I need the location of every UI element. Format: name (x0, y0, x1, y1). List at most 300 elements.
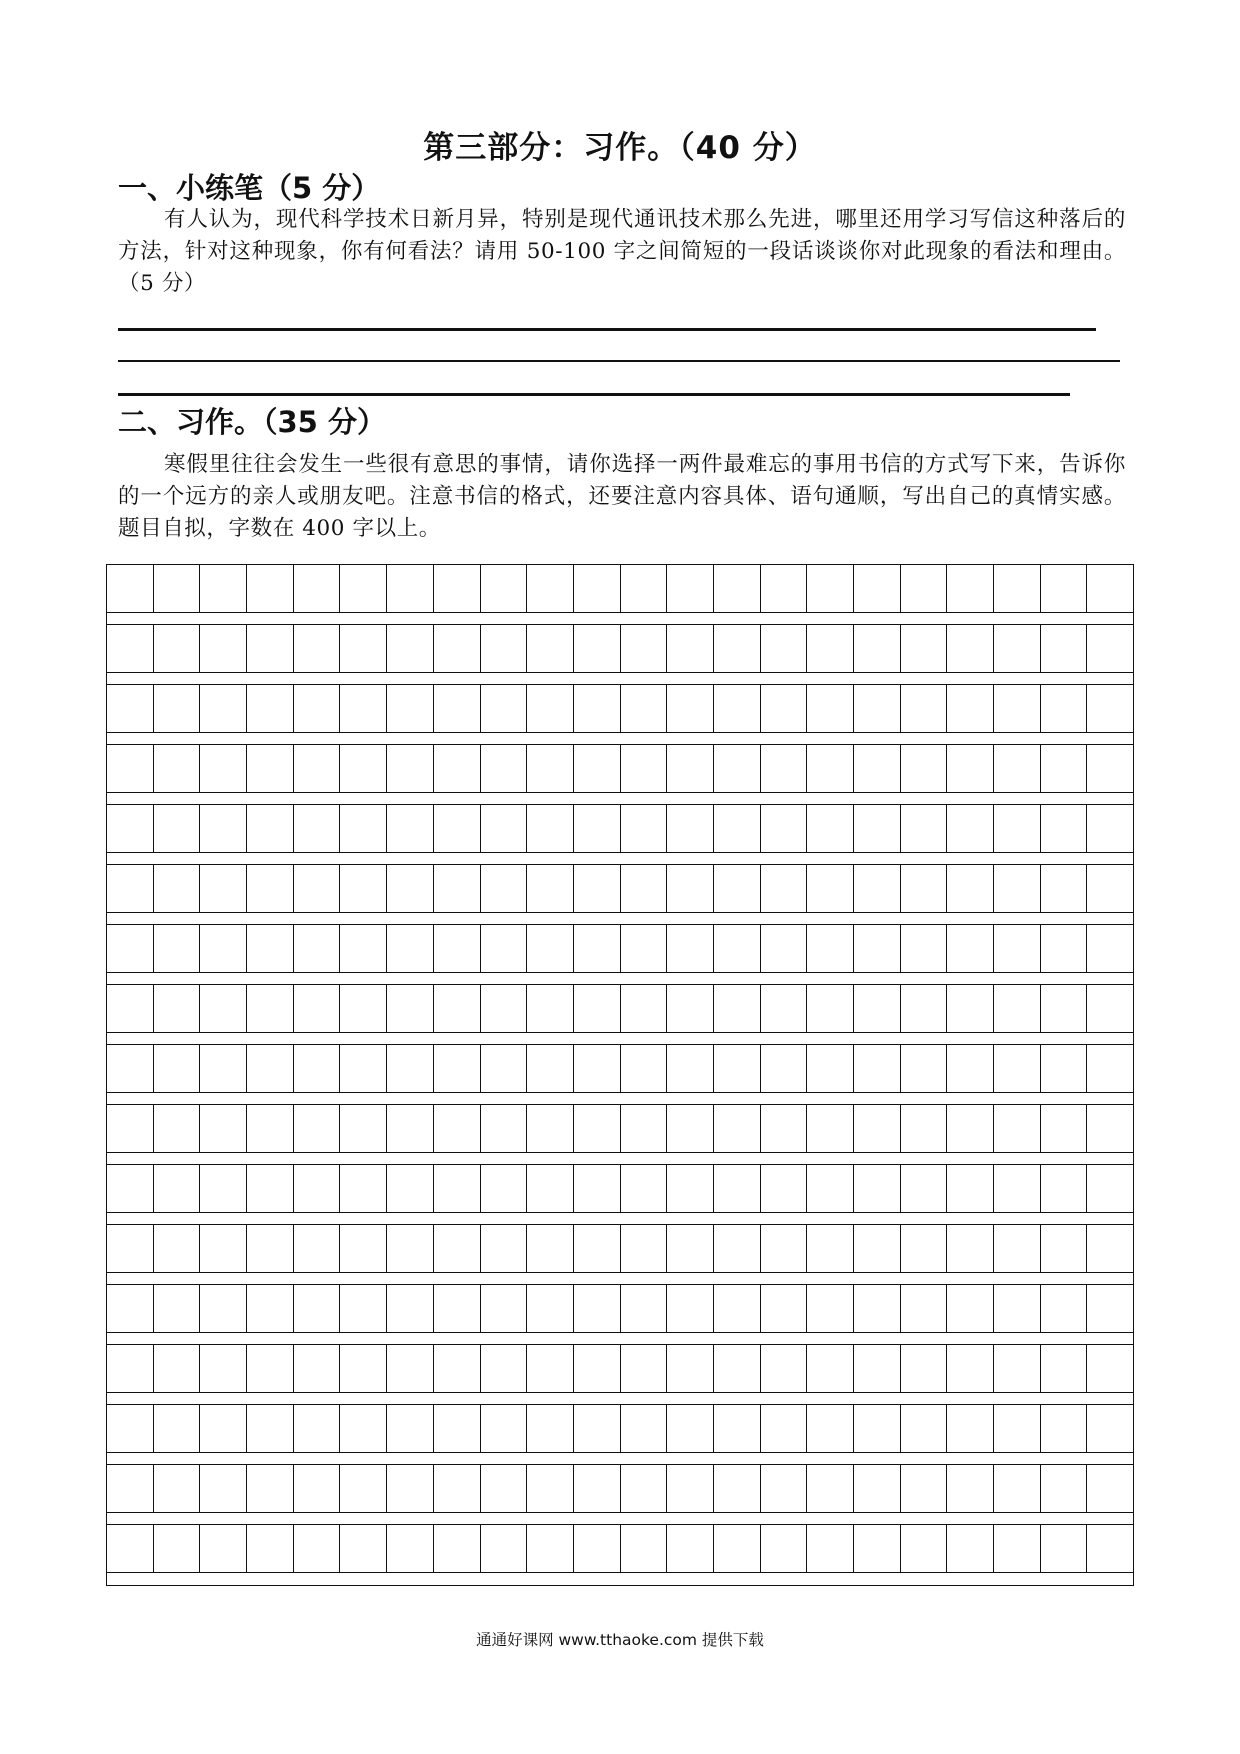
grid-cell[interactable] (947, 1165, 994, 1212)
grid-cell[interactable] (621, 1225, 668, 1272)
grid-cell[interactable] (621, 985, 668, 1032)
grid-cell[interactable] (667, 1345, 714, 1392)
grid-cell[interactable] (294, 1345, 341, 1392)
grid-cell[interactable] (154, 625, 201, 672)
grid-cell[interactable] (434, 1225, 481, 1272)
grid-cell[interactable] (854, 1225, 901, 1272)
grid-cell[interactable] (667, 1465, 714, 1512)
grid-cell[interactable] (854, 685, 901, 732)
grid-cell[interactable] (994, 985, 1041, 1032)
grid-cell[interactable] (761, 985, 808, 1032)
grid-cell[interactable] (994, 1105, 1041, 1152)
grid-cell[interactable] (1041, 745, 1088, 792)
grid-cell[interactable] (340, 1285, 387, 1332)
grid-cell[interactable] (854, 985, 901, 1032)
grid-cell[interactable] (154, 685, 201, 732)
grid-cell[interactable] (761, 865, 808, 912)
grid-cell[interactable] (994, 745, 1041, 792)
grid-cell[interactable] (901, 565, 948, 612)
grid-cell[interactable] (107, 865, 154, 912)
grid-cell[interactable] (340, 565, 387, 612)
grid-cell[interactable] (434, 1405, 481, 1452)
grid-cell[interactable] (294, 1225, 341, 1272)
grid-cell[interactable] (901, 925, 948, 972)
grid-cell[interactable] (574, 685, 621, 732)
grid-cell[interactable] (901, 865, 948, 912)
grid-cell[interactable] (200, 985, 247, 1032)
grid-cell[interactable] (947, 865, 994, 912)
grid-cell[interactable] (247, 805, 294, 852)
grid-cell[interactable] (1087, 1345, 1133, 1392)
grid-cell[interactable] (947, 1285, 994, 1332)
grid-cell[interactable] (247, 745, 294, 792)
grid-cell[interactable] (434, 925, 481, 972)
grid-cell[interactable] (247, 685, 294, 732)
grid-cell[interactable] (901, 1525, 948, 1572)
grid-cell[interactable] (387, 805, 434, 852)
grid-cell[interactable] (901, 985, 948, 1032)
grid-cell[interactable] (947, 565, 994, 612)
grid-cell[interactable] (294, 625, 341, 672)
grid-cell[interactable] (854, 865, 901, 912)
grid-cell[interactable] (527, 925, 574, 972)
grid-cell[interactable] (714, 565, 761, 612)
grid-cell[interactable] (854, 565, 901, 612)
grid-cell[interactable] (621, 1045, 668, 1092)
grid-cell[interactable] (387, 1345, 434, 1392)
grid-cell[interactable] (621, 1525, 668, 1572)
grid-cell[interactable] (667, 1165, 714, 1212)
grid-cell[interactable] (154, 565, 201, 612)
grid-cell[interactable] (107, 745, 154, 792)
grid-cell[interactable] (761, 1105, 808, 1152)
grid-cell[interactable] (667, 1045, 714, 1092)
grid-cell[interactable] (527, 985, 574, 1032)
grid-cell[interactable] (481, 1525, 528, 1572)
grid-cell[interactable] (247, 1165, 294, 1212)
grid-cell[interactable] (574, 925, 621, 972)
grid-cell[interactable] (947, 985, 994, 1032)
grid-cell[interactable] (107, 1525, 154, 1572)
grid-cell[interactable] (1041, 625, 1088, 672)
grid-cell[interactable] (1087, 1045, 1133, 1092)
grid-cell[interactable] (387, 1405, 434, 1452)
grid-cell[interactable] (481, 625, 528, 672)
grid-cell[interactable] (714, 1105, 761, 1152)
grid-cell[interactable] (154, 1225, 201, 1272)
grid-cell[interactable] (200, 1345, 247, 1392)
grid-cell[interactable] (901, 1285, 948, 1332)
grid-cell[interactable] (901, 1105, 948, 1152)
grid-cell[interactable] (340, 1525, 387, 1572)
grid-cell[interactable] (621, 865, 668, 912)
grid-cell[interactable] (621, 1285, 668, 1332)
grid-cell[interactable] (714, 925, 761, 972)
grid-cell[interactable] (247, 1525, 294, 1572)
grid-cell[interactable] (294, 1105, 341, 1152)
grid-cell[interactable] (527, 1525, 574, 1572)
grid-cell[interactable] (621, 1165, 668, 1212)
grid-cell[interactable] (1087, 625, 1133, 672)
grid-cell[interactable] (621, 1345, 668, 1392)
grid-cell[interactable] (107, 1105, 154, 1152)
grid-cell[interactable] (200, 805, 247, 852)
grid-cell[interactable] (200, 1105, 247, 1152)
grid-cell[interactable] (714, 745, 761, 792)
grid-cell[interactable] (807, 565, 854, 612)
grid-cell[interactable] (340, 745, 387, 792)
grid-cell[interactable] (1087, 745, 1133, 792)
grid-cell[interactable] (714, 1345, 761, 1392)
grid-cell[interactable] (1041, 685, 1088, 732)
grid-cell[interactable] (527, 745, 574, 792)
grid-cell[interactable] (387, 1165, 434, 1212)
grid-cell[interactable] (667, 565, 714, 612)
grid-cell[interactable] (574, 1525, 621, 1572)
grid-cell[interactable] (527, 1345, 574, 1392)
grid-cell[interactable] (527, 805, 574, 852)
grid-cell[interactable] (667, 1225, 714, 1272)
grid-cell[interactable] (901, 625, 948, 672)
grid-cell[interactable] (247, 985, 294, 1032)
grid-cell[interactable] (434, 1045, 481, 1092)
grid-cell[interactable] (947, 1225, 994, 1272)
grid-cell[interactable] (714, 1285, 761, 1332)
grid-cell[interactable] (714, 1045, 761, 1092)
grid-cell[interactable] (107, 1165, 154, 1212)
grid-cell[interactable] (294, 1465, 341, 1512)
grid-cell[interactable] (807, 1525, 854, 1572)
grid-cell[interactable] (947, 1045, 994, 1092)
grid-cell[interactable] (994, 865, 1041, 912)
grid-cell[interactable] (667, 745, 714, 792)
grid-cell[interactable] (1087, 865, 1133, 912)
grid-cell[interactable] (294, 565, 341, 612)
grid-cell[interactable] (481, 1045, 528, 1092)
grid-cell[interactable] (947, 805, 994, 852)
grid-cell[interactable] (621, 685, 668, 732)
grid-cell[interactable] (901, 805, 948, 852)
grid-cell[interactable] (1041, 1465, 1088, 1512)
grid-cell[interactable] (481, 1405, 528, 1452)
grid-cell[interactable] (807, 1465, 854, 1512)
grid-cell[interactable] (761, 1405, 808, 1452)
grid-cell[interactable] (574, 1225, 621, 1272)
grid-cell[interactable] (901, 1465, 948, 1512)
grid-cell[interactable] (574, 985, 621, 1032)
grid-cell[interactable] (434, 625, 481, 672)
grid-cell[interactable] (434, 745, 481, 792)
grid-cell[interactable] (434, 865, 481, 912)
grid-cell[interactable] (107, 1225, 154, 1272)
grid-cell[interactable] (154, 1045, 201, 1092)
grid-cell[interactable] (387, 1465, 434, 1512)
grid-cell[interactable] (200, 565, 247, 612)
grid-cell[interactable] (527, 685, 574, 732)
grid-cell[interactable] (854, 1405, 901, 1452)
grid-cell[interactable] (807, 745, 854, 792)
grid-cell[interactable] (387, 1045, 434, 1092)
grid-cell[interactable] (761, 1525, 808, 1572)
grid-cell[interactable] (294, 805, 341, 852)
grid-cell[interactable] (621, 925, 668, 972)
grid-cell[interactable] (667, 985, 714, 1032)
grid-cell[interactable] (854, 1105, 901, 1152)
grid-cell[interactable] (667, 925, 714, 972)
grid-cell[interactable] (574, 1045, 621, 1092)
grid-cell[interactable] (200, 625, 247, 672)
grid-cell[interactable] (854, 625, 901, 672)
grid-cell[interactable] (994, 1405, 1041, 1452)
grid-cell[interactable] (434, 805, 481, 852)
grid-cell[interactable] (154, 985, 201, 1032)
grid-cell[interactable] (294, 685, 341, 732)
grid-cell[interactable] (994, 625, 1041, 672)
grid-cell[interactable] (621, 805, 668, 852)
grid-cell[interactable] (667, 1525, 714, 1572)
grid-cell[interactable] (714, 625, 761, 672)
grid-cell[interactable] (481, 985, 528, 1032)
grid-cell[interactable] (947, 1525, 994, 1572)
grid-cell[interactable] (994, 565, 1041, 612)
grid-cell[interactable] (1087, 1465, 1133, 1512)
grid-cell[interactable] (761, 625, 808, 672)
grid-cell[interactable] (761, 1225, 808, 1272)
grid-cell[interactable] (340, 1345, 387, 1392)
grid-cell[interactable] (807, 1285, 854, 1332)
grid-cell[interactable] (107, 925, 154, 972)
grid-cell[interactable] (901, 1165, 948, 1212)
grid-cell[interactable] (1041, 865, 1088, 912)
grid-cell[interactable] (200, 1465, 247, 1512)
grid-cell[interactable] (387, 625, 434, 672)
grid-cell[interactable] (1087, 1225, 1133, 1272)
grid-cell[interactable] (387, 685, 434, 732)
grid-cell[interactable] (1041, 985, 1088, 1032)
grid-cell[interactable] (340, 1405, 387, 1452)
grid-cell[interactable] (200, 685, 247, 732)
grid-cell[interactable] (854, 805, 901, 852)
grid-cell[interactable] (621, 1465, 668, 1512)
grid-cell[interactable] (667, 865, 714, 912)
grid-cell[interactable] (107, 565, 154, 612)
grid-cell[interactable] (154, 1165, 201, 1212)
grid-cell[interactable] (1087, 925, 1133, 972)
grid-cell[interactable] (807, 805, 854, 852)
grid-cell[interactable] (714, 1165, 761, 1212)
grid-cell[interactable] (481, 1465, 528, 1512)
grid-cell[interactable] (340, 685, 387, 732)
grid-cell[interactable] (854, 1345, 901, 1392)
answer-line[interactable] (118, 328, 1096, 331)
grid-cell[interactable] (854, 1525, 901, 1572)
grid-cell[interactable] (1087, 1525, 1133, 1572)
grid-cell[interactable] (1041, 1045, 1088, 1092)
grid-cell[interactable] (761, 745, 808, 792)
grid-cell[interactable] (387, 1525, 434, 1572)
grid-cell[interactable] (387, 865, 434, 912)
grid-cell[interactable] (1087, 1405, 1133, 1452)
grid-cell[interactable] (387, 1225, 434, 1272)
grid-cell[interactable] (107, 685, 154, 732)
grid-cell[interactable] (527, 1105, 574, 1152)
grid-cell[interactable] (340, 625, 387, 672)
grid-cell[interactable] (574, 565, 621, 612)
grid-cell[interactable] (481, 685, 528, 732)
grid-cell[interactable] (994, 1525, 1041, 1572)
grid-cell[interactable] (807, 1405, 854, 1452)
grid-cell[interactable] (1041, 1165, 1088, 1212)
grid-cell[interactable] (854, 745, 901, 792)
grid-cell[interactable] (434, 1345, 481, 1392)
grid-cell[interactable] (481, 1225, 528, 1272)
grid-cell[interactable] (481, 1285, 528, 1332)
grid-cell[interactable] (574, 1105, 621, 1152)
grid-cell[interactable] (761, 1285, 808, 1332)
grid-cell[interactable] (340, 865, 387, 912)
grid-cell[interactable] (947, 685, 994, 732)
grid-cell[interactable] (247, 1345, 294, 1392)
grid-cell[interactable] (294, 865, 341, 912)
grid-cell[interactable] (340, 1105, 387, 1152)
grid-cell[interactable] (481, 745, 528, 792)
grid-cell[interactable] (481, 1165, 528, 1212)
grid-cell[interactable] (947, 1465, 994, 1512)
grid-cell[interactable] (994, 805, 1041, 852)
grid-cell[interactable] (481, 1105, 528, 1152)
grid-cell[interactable] (854, 1285, 901, 1332)
grid-cell[interactable] (294, 985, 341, 1032)
grid-cell[interactable] (1087, 1165, 1133, 1212)
grid-cell[interactable] (107, 1405, 154, 1452)
grid-cell[interactable] (667, 1285, 714, 1332)
grid-cell[interactable] (154, 805, 201, 852)
grid-cell[interactable] (1087, 565, 1133, 612)
grid-cell[interactable] (154, 1345, 201, 1392)
grid-cell[interactable] (761, 805, 808, 852)
grid-cell[interactable] (574, 865, 621, 912)
grid-cell[interactable] (434, 1105, 481, 1152)
grid-cell[interactable] (854, 925, 901, 972)
grid-cell[interactable] (714, 1405, 761, 1452)
grid-cell[interactable] (807, 625, 854, 672)
grid-cell[interactable] (294, 745, 341, 792)
grid-cell[interactable] (340, 1225, 387, 1272)
grid-cell[interactable] (247, 1465, 294, 1512)
answer-line[interactable] (118, 360, 1120, 362)
grid-cell[interactable] (1087, 805, 1133, 852)
grid-cell[interactable] (761, 1345, 808, 1392)
grid-cell[interactable] (1041, 1105, 1088, 1152)
grid-cell[interactable] (387, 925, 434, 972)
grid-cell[interactable] (294, 925, 341, 972)
grid-cell[interactable] (667, 625, 714, 672)
grid-cell[interactable] (434, 985, 481, 1032)
grid-cell[interactable] (807, 985, 854, 1032)
grid-cell[interactable] (527, 1225, 574, 1272)
grid-cell[interactable] (947, 745, 994, 792)
grid-cell[interactable] (527, 625, 574, 672)
grid-cell[interactable] (527, 1285, 574, 1332)
grid-cell[interactable] (247, 865, 294, 912)
grid-cell[interactable] (387, 985, 434, 1032)
grid-cell[interactable] (574, 805, 621, 852)
grid-cell[interactable] (527, 565, 574, 612)
grid-cell[interactable] (947, 1105, 994, 1152)
grid-cell[interactable] (854, 1465, 901, 1512)
grid-cell[interactable] (200, 925, 247, 972)
grid-cell[interactable] (947, 1345, 994, 1392)
grid-cell[interactable] (901, 745, 948, 792)
grid-cell[interactable] (1041, 1285, 1088, 1332)
grid-cell[interactable] (714, 1525, 761, 1572)
grid-cell[interactable] (200, 1165, 247, 1212)
grid-cell[interactable] (1041, 1225, 1088, 1272)
grid-cell[interactable] (574, 1405, 621, 1452)
grid-cell[interactable] (247, 625, 294, 672)
grid-cell[interactable] (901, 1405, 948, 1452)
grid-cell[interactable] (387, 565, 434, 612)
grid-cell[interactable] (527, 865, 574, 912)
grid-cell[interactable] (527, 1405, 574, 1452)
grid-cell[interactable] (107, 1045, 154, 1092)
grid-cell[interactable] (340, 985, 387, 1032)
grid-cell[interactable] (294, 1045, 341, 1092)
grid-cell[interactable] (947, 1405, 994, 1452)
grid-cell[interactable] (154, 1285, 201, 1332)
grid-cell[interactable] (434, 1165, 481, 1212)
grid-cell[interactable] (1041, 565, 1088, 612)
grid-cell[interactable] (574, 1345, 621, 1392)
grid-cell[interactable] (294, 1405, 341, 1452)
grid-cell[interactable] (574, 1285, 621, 1332)
grid-cell[interactable] (387, 745, 434, 792)
grid-cell[interactable] (107, 1465, 154, 1512)
grid-cell[interactable] (574, 625, 621, 672)
grid-cell[interactable] (107, 805, 154, 852)
grid-cell[interactable] (247, 1285, 294, 1332)
grid-cell[interactable] (807, 685, 854, 732)
grid-cell[interactable] (1041, 1525, 1088, 1572)
grid-cell[interactable] (574, 1465, 621, 1512)
answer-line[interactable] (118, 393, 1070, 396)
grid-cell[interactable] (667, 805, 714, 852)
grid-cell[interactable] (994, 1345, 1041, 1392)
writing-grid[interactable] (106, 564, 1134, 1586)
grid-cell[interactable] (761, 1465, 808, 1512)
grid-cell[interactable] (994, 1465, 1041, 1512)
grid-cell[interactable] (901, 1045, 948, 1092)
grid-cell[interactable] (340, 925, 387, 972)
grid-cell[interactable] (1041, 1405, 1088, 1452)
grid-cell[interactable] (154, 1405, 201, 1452)
grid-cell[interactable] (107, 625, 154, 672)
grid-cell[interactable] (481, 565, 528, 612)
grid-cell[interactable] (340, 1165, 387, 1212)
grid-cell[interactable] (667, 1105, 714, 1152)
grid-cell[interactable] (434, 1465, 481, 1512)
grid-cell[interactable] (807, 925, 854, 972)
grid-cell[interactable] (1041, 1345, 1088, 1392)
grid-cell[interactable] (107, 1345, 154, 1392)
grid-cell[interactable] (761, 565, 808, 612)
grid-cell[interactable] (994, 685, 1041, 732)
grid-cell[interactable] (994, 1045, 1041, 1092)
grid-cell[interactable] (387, 1105, 434, 1152)
grid-cell[interactable] (200, 1045, 247, 1092)
grid-cell[interactable] (247, 1105, 294, 1152)
grid-cell[interactable] (714, 685, 761, 732)
